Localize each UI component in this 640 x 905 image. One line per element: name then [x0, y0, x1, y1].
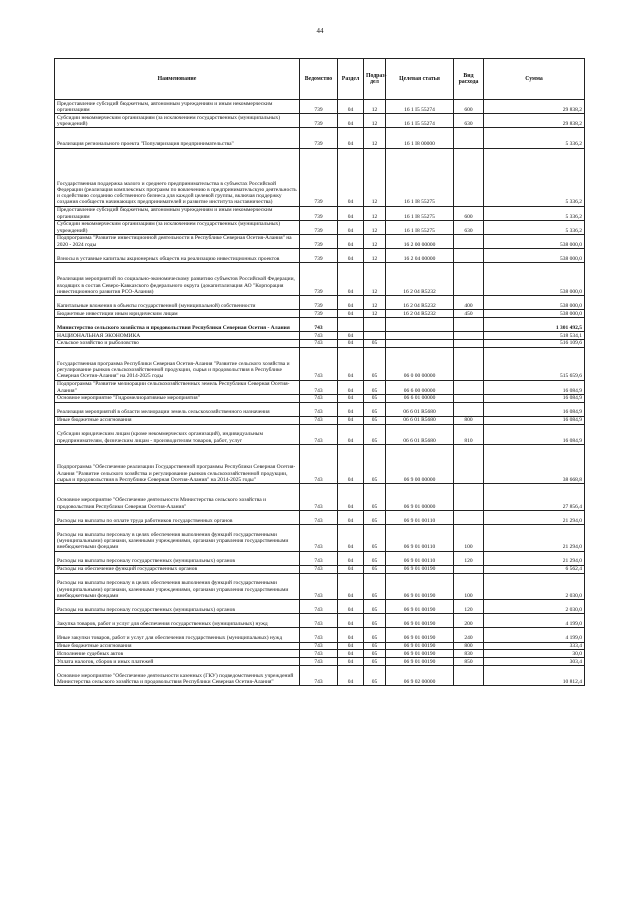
cell-subsection: 05 — [364, 339, 386, 347]
cell-target-article: 06 6 01 R5680 — [386, 416, 454, 424]
cell-name: Субсидии некоммерческим организациям (за исключением государственных (муниципальных) учреждений) — [55, 114, 300, 128]
cell-amount: 538 000,0 — [484, 249, 585, 263]
cell-expense-type: 120 — [454, 600, 484, 614]
cell-department: 739 — [300, 234, 338, 248]
cell-department: 743 — [300, 600, 338, 614]
cell-target-article — [386, 339, 454, 347]
cell-subsection: 12 — [364, 249, 386, 263]
cell-target-article: 16 1 I8 55275 — [386, 148, 454, 206]
cell-target-article: 06 9 00 00000 — [386, 444, 454, 483]
header-department: Ведомство — [300, 59, 338, 100]
cell-amount: 538 000,0 — [484, 310, 585, 318]
cell-section: 04 — [338, 614, 364, 628]
cell-expense-type: 100 — [454, 573, 484, 600]
cell-name: Подпрограмма "Развитие мелиорации сельскохозяйственных земель Республики Северная Осетия-Алания" — [55, 380, 300, 394]
cell-expense-type: 630 — [454, 220, 484, 234]
cell-target-article — [386, 332, 454, 340]
table-row — [55, 524, 585, 551]
cell-amount: 538 000,0 — [484, 234, 585, 248]
cell-target-article: 16 1 I8 55275 — [386, 220, 454, 234]
cell-department: 739 — [300, 263, 338, 296]
cell-subsection: 05 — [364, 628, 386, 642]
cell-department: 743 — [300, 614, 338, 628]
cell-subsection: 05 — [364, 551, 386, 565]
header-amount: Сумма — [484, 59, 585, 100]
cell-target-article: 16 2 00 00000 — [386, 234, 454, 248]
cell-expense-type — [454, 510, 484, 524]
cell-name: Реализация мероприятий по социально-экономическому развитию субъектов Российской Федерации, входящих в состав Северо-Кавказского федерального округа (докапитализация АО "Корпорация инвестиционного развития РСО-Алания) — [55, 263, 300, 296]
cell-target-article: 16 2 04 R5232 — [386, 263, 454, 296]
cell-name: Бюджетные инвестиции иным юридическим лицам — [55, 310, 300, 318]
cell-department: 743 — [300, 402, 338, 416]
cell-section: 04 — [338, 628, 364, 642]
cell-section: 04 — [338, 128, 364, 148]
cell-expense-type: 200 — [454, 614, 484, 628]
cell-department: 743 — [300, 565, 338, 573]
cell-section: 04 — [338, 642, 364, 650]
table-row — [55, 551, 585, 565]
cell-target-article: 16 2 04 R5232 — [386, 296, 454, 310]
cell-section: 04 — [338, 380, 364, 394]
cell-name: Расходы на выплаты персоналу в целях обеспечения выполнения функций государственными (муниципальными) органами, казенными учреждениями, органами управления государственными внебюджетными фондами — [55, 524, 300, 551]
cell-amount: 1 301 492,5 — [484, 318, 585, 332]
cell-section: 04 — [338, 484, 364, 511]
cell-section: 04 — [338, 310, 364, 318]
cell-subsection: 12 — [364, 234, 386, 248]
header-expense-type: Вид расхода — [454, 59, 484, 100]
cell-expense-type — [454, 318, 484, 332]
cell-amount: 2 030,0 — [484, 600, 585, 614]
table-row — [55, 206, 585, 220]
cell-expense-type — [454, 565, 484, 573]
cell-section: 04 — [338, 650, 364, 658]
cell-subsection: 12 — [364, 310, 386, 318]
cell-amount: 5 336,2 — [484, 148, 585, 206]
cell-name: Подпрограмма "Обеспечение реализации Государственной программы Республики Северная Осетия-Алания "Развитие сельского хозяйства и регулирование рынков сельскохозяйственной продукции, сырья и продовольствия в Республике Северная Осетия-Алания" на 2014-2025 годы" — [55, 444, 300, 483]
cell-section: 04 — [338, 444, 364, 483]
cell-department: 743 — [300, 339, 338, 347]
cell-department: 743 — [300, 642, 338, 650]
cell-name: Основное мероприятие "Обеспечение деятельности Министерства сельского хозяйства и продовольствия Республики Северная Осетия-Алания" — [55, 484, 300, 511]
cell-department: 743 — [300, 424, 338, 444]
cell-amount: 16 084,9 — [484, 402, 585, 416]
cell-section: 04 — [338, 332, 364, 340]
cell-subsection — [364, 318, 386, 332]
cell-amount: 16 084,9 — [484, 394, 585, 402]
cell-target-article: 06 9 02 00000 — [386, 665, 454, 685]
cell-amount: 538 000,0 — [484, 296, 585, 310]
table-row — [55, 128, 585, 148]
cell-section: 04 — [338, 510, 364, 524]
table-row — [55, 444, 585, 483]
cell-name: Предоставление субсидий бюджетным, автономным учреждениям и иным некоммерческим организациям — [55, 206, 300, 220]
budget-table — [54, 58, 585, 686]
cell-subsection: 05 — [364, 642, 386, 650]
cell-amount: 5 336,2 — [484, 206, 585, 220]
cell-target-article: 06 9 01 00110 — [386, 524, 454, 551]
cell-target-article: 06 9 01 00000 — [386, 484, 454, 511]
cell-target-article: 16 1 I8 55275 — [386, 206, 454, 220]
cell-target-article: 06 6 01 R5680 — [386, 424, 454, 444]
cell-amount: 30,0 — [484, 650, 585, 658]
cell-expense-type — [454, 665, 484, 685]
cell-section: 04 — [338, 573, 364, 600]
cell-subsection: 05 — [364, 424, 386, 444]
cell-subsection: 12 — [364, 220, 386, 234]
table-row — [55, 573, 585, 600]
cell-amount: 16 084,9 — [484, 380, 585, 394]
cell-target-article: 06 9 01 00190 — [386, 628, 454, 642]
cell-target-article: 06 9 01 00110 — [386, 551, 454, 565]
cell-expense-type — [454, 148, 484, 206]
cell-expense-type — [454, 484, 484, 511]
cell-amount: 5 336,2 — [484, 220, 585, 234]
cell-expense-type — [454, 128, 484, 148]
cell-department: 743 — [300, 650, 338, 658]
cell-target-article: 16 1 I8 00000 — [386, 128, 454, 148]
table-row — [55, 642, 585, 650]
header-target-article: Целевая статья — [386, 59, 454, 100]
cell-department: 739 — [300, 310, 338, 318]
cell-section: 04 — [338, 206, 364, 220]
cell-section: 04 — [338, 249, 364, 263]
cell-expense-type: 600 — [454, 100, 484, 114]
table-row — [55, 234, 585, 248]
cell-section: 04 — [338, 402, 364, 416]
cell-subsection: 12 — [364, 296, 386, 310]
cell-target-article: 06 9 01 00190 — [386, 565, 454, 573]
table-row — [55, 484, 585, 511]
cell-amount: 4 199,0 — [484, 628, 585, 642]
cell-name: Основное мероприятие "Обеспечение деятельности казенных (ГКУ) подведомственных учреждений Министерства сельского хозяйства и продовольствия Республики Северная Осетия-Алания" — [55, 665, 300, 685]
cell-subsection: 05 — [364, 565, 386, 573]
cell-expense-type — [454, 339, 484, 347]
cell-name: Основное мероприятие "Гидромелиоративные мероприятия" — [55, 394, 300, 402]
cell-department: 739 — [300, 114, 338, 128]
cell-section: 04 — [338, 665, 364, 685]
cell-target-article: 06 6 00 00000 — [386, 380, 454, 394]
cell-amount: 516 109,6 — [484, 339, 585, 347]
cell-section: 04 — [338, 220, 364, 234]
cell-department: 743 — [300, 628, 338, 642]
cell-department: 743 — [300, 573, 338, 600]
cell-subsection: 12 — [364, 100, 386, 114]
cell-expense-type: 100 — [454, 524, 484, 551]
table-row — [55, 148, 585, 206]
cell-amount: 303,4 — [484, 658, 585, 666]
cell-department: 743 — [300, 484, 338, 511]
cell-subsection: 12 — [364, 206, 386, 220]
cell-department: 743 — [300, 658, 338, 666]
cell-amount: 538 000,0 — [484, 263, 585, 296]
cell-name: Исполнение судебных актов — [55, 650, 300, 658]
cell-amount: 21 294,0 — [484, 510, 585, 524]
cell-section: 04 — [338, 416, 364, 424]
table-row — [55, 296, 585, 310]
table-row — [55, 650, 585, 658]
cell-expense-type — [454, 394, 484, 402]
cell-subsection: 05 — [364, 416, 386, 424]
cell-subsection: 12 — [364, 128, 386, 148]
cell-department: 739 — [300, 220, 338, 234]
cell-target-article — [386, 318, 454, 332]
cell-department: 743 — [300, 332, 338, 340]
cell-expense-type: 850 — [454, 658, 484, 666]
table-row — [55, 347, 585, 380]
table-row — [55, 658, 585, 666]
table-row — [55, 114, 585, 128]
cell-name: Уплата налогов, сборов и иных платежей — [55, 658, 300, 666]
table-row — [55, 380, 585, 394]
cell-target-article: 06 6 01 R5680 — [386, 402, 454, 416]
cell-expense-type — [454, 347, 484, 380]
cell-amount: 21 294,0 — [484, 524, 585, 551]
cell-expense-type: 810 — [454, 424, 484, 444]
cell-expense-type: 600 — [454, 206, 484, 220]
cell-amount: 6 562,4 — [484, 565, 585, 573]
cell-target-article: 06 9 01 00190 — [386, 614, 454, 628]
table-row — [55, 394, 585, 402]
cell-amount: 518 534,1 — [484, 332, 585, 340]
cell-target-article: 06 9 01 00190 — [386, 642, 454, 650]
cell-subsection: 05 — [364, 573, 386, 600]
cell-expense-type — [454, 380, 484, 394]
cell-department: 743 — [300, 347, 338, 380]
cell-target-article: 06 9 01 00190 — [386, 573, 454, 600]
cell-name: Закупка товаров, работ и услуг для обеспечения государственных (муниципальных) нужд — [55, 614, 300, 628]
cell-department: 743 — [300, 380, 338, 394]
cell-expense-type — [454, 249, 484, 263]
cell-expense-type: 630 — [454, 114, 484, 128]
table-row — [55, 600, 585, 614]
cell-department: 743 — [300, 318, 338, 332]
cell-subsection: 05 — [364, 380, 386, 394]
cell-subsection: 05 — [364, 347, 386, 380]
cell-name: Министерство сельского хозяйства и продовольствия Республики Северная Осетия - Алания — [55, 318, 300, 332]
cell-department: 743 — [300, 510, 338, 524]
cell-target-article: 06 9 01 00110 — [386, 510, 454, 524]
table-header-row — [55, 59, 585, 100]
cell-amount: 29 838,2 — [484, 100, 585, 114]
table-row — [55, 220, 585, 234]
cell-name: Расходы на выплаты персоналу государственных (муниципальных) органов — [55, 551, 300, 565]
cell-subsection: 05 — [364, 510, 386, 524]
cell-name: Реализация мероприятий в области мелиорации земель сельскохозяйственного назначения — [55, 402, 300, 416]
table-row — [55, 332, 585, 340]
cell-name: Расходы на выплаты персоналу государственных (муниципальных) органов — [55, 600, 300, 614]
cell-section: 04 — [338, 263, 364, 296]
cell-expense-type: 240 — [454, 628, 484, 642]
cell-department: 739 — [300, 148, 338, 206]
table-row — [55, 263, 585, 296]
cell-expense-type — [454, 332, 484, 340]
cell-department: 743 — [300, 416, 338, 424]
cell-name: Иные бюджетные ассигнования — [55, 642, 300, 650]
cell-subsection: 05 — [364, 402, 386, 416]
cell-target-article: 16 2 04 R5232 — [386, 310, 454, 318]
cell-name: НАЦИОНАЛЬНАЯ ЭКОНОМИКА — [55, 332, 300, 340]
cell-expense-type: 800 — [454, 416, 484, 424]
cell-name: Предоставление субсидий бюджетным, автономным учреждениям и иным некоммерческим организациям — [55, 100, 300, 114]
cell-amount: 2 030,0 — [484, 573, 585, 600]
cell-section: 04 — [338, 234, 364, 248]
cell-expense-type: 800 — [454, 642, 484, 650]
cell-subsection: 05 — [364, 614, 386, 628]
table-row — [55, 318, 585, 332]
cell-expense-type: 830 — [454, 650, 484, 658]
cell-target-article: 06 9 01 00190 — [386, 600, 454, 614]
cell-section: 04 — [338, 148, 364, 206]
cell-amount: 16 084,9 — [484, 424, 585, 444]
table-row — [55, 628, 585, 642]
cell-amount: 10 812,4 — [484, 665, 585, 685]
cell-section: 04 — [338, 347, 364, 380]
cell-department: 743 — [300, 551, 338, 565]
cell-section: 04 — [338, 339, 364, 347]
cell-subsection: 05 — [364, 600, 386, 614]
cell-department: 743 — [300, 394, 338, 402]
cell-department: 739 — [300, 249, 338, 263]
table-row — [55, 100, 585, 114]
cell-subsection: 05 — [364, 665, 386, 685]
cell-name: Сельское хозяйство и рыболовство — [55, 339, 300, 347]
cell-section — [338, 318, 364, 332]
cell-target-article: 16 2 04 00000 — [386, 249, 454, 263]
cell-subsection: 12 — [364, 148, 386, 206]
table-row — [55, 665, 585, 685]
cell-department: 739 — [300, 206, 338, 220]
header-subsection: Подраз-дел — [364, 59, 386, 100]
cell-section: 04 — [338, 100, 364, 114]
page-number: 44 — [316, 27, 324, 35]
cell-subsection: 05 — [364, 650, 386, 658]
cell-name: Реализация регионального проекта "Популяризация предпринимательства" — [55, 128, 300, 148]
cell-department: 743 — [300, 444, 338, 483]
cell-amount: 29 838,2 — [484, 114, 585, 128]
cell-target-article: 06 6 01 00000 — [386, 394, 454, 402]
cell-name: Расходы на обеспечение функций государственных органов — [55, 565, 300, 573]
table-body — [55, 100, 585, 686]
cell-department: 739 — [300, 100, 338, 114]
cell-amount: 38 668,8 — [484, 444, 585, 483]
cell-name: Подпрограмма "Развитие инвестиционной деятельности в Республике Северная Осетия-Алания" на 2020 - 2024 годы — [55, 234, 300, 248]
cell-subsection: 05 — [364, 484, 386, 511]
cell-target-article: 06 9 01 00190 — [386, 658, 454, 666]
table-row — [55, 565, 585, 573]
table-row — [55, 416, 585, 424]
cell-expense-type — [454, 234, 484, 248]
cell-name: Взносы в уставные капиталы акционерных обществ на реализацию инвестиционных проектов — [55, 249, 300, 263]
cell-department: 743 — [300, 524, 338, 551]
table-row — [55, 614, 585, 628]
cell-amount: 333,4 — [484, 642, 585, 650]
cell-amount: 4 199,0 — [484, 614, 585, 628]
cell-expense-type — [454, 402, 484, 416]
cell-amount: 16 084,9 — [484, 416, 585, 424]
cell-subsection: 05 — [364, 394, 386, 402]
cell-subsection: 12 — [364, 263, 386, 296]
cell-target-article: 16 1 I5 55274 — [386, 100, 454, 114]
table-row — [55, 424, 585, 444]
cell-name: Иные закупки товаров, работ и услуг для обеспечения государственных (муниципальных) нужд — [55, 628, 300, 642]
cell-target-article: 06 0 00 00000 — [386, 347, 454, 380]
cell-department: 743 — [300, 665, 338, 685]
cell-amount: 515 659,6 — [484, 347, 585, 380]
cell-section: 04 — [338, 565, 364, 573]
cell-subsection: 05 — [364, 444, 386, 483]
cell-name: Государственная поддержка малого и среднего предпринимательства в субъектах Российской Федерации (реализация комплексных программ по вовлечению в предпринимательскую деятельность и содействию созданию собственного бизнеса для каждой целевой группы, включая поддержку создания сообществ начинающих предпринимателей и развитие института наставничества) — [55, 148, 300, 206]
cell-amount: 21 294,0 — [484, 551, 585, 565]
cell-name: Государственная программа Республики Северная Осетия-Алания "Развитие сельского хозяйства и регулирование рынков сельскохозяйственной продукции, сырья и продовольствия в Республике Северная Осетия-Алания" на 2014-2025 годы — [55, 347, 300, 380]
cell-section: 04 — [338, 551, 364, 565]
cell-section: 04 — [338, 424, 364, 444]
cell-expense-type — [454, 444, 484, 483]
cell-target-article: 16 1 I5 55274 — [386, 114, 454, 128]
cell-section: 04 — [338, 394, 364, 402]
cell-name: Субсидии некоммерческим организациям (за исключением государственных (муниципальных) учреждений) — [55, 220, 300, 234]
cell-section: 04 — [338, 600, 364, 614]
cell-name: Капитальные вложения в объекты государственной (муниципальной) собственности — [55, 296, 300, 310]
header-name: Наименование — [55, 59, 300, 100]
cell-section: 04 — [338, 524, 364, 551]
cell-name: Субсидии юридическим лицам (кроме некоммерческих организаций), индивидуальным предпринимателям, физическим лицам - производителям товаров, работ, услуг — [55, 424, 300, 444]
table-row — [55, 510, 585, 524]
cell-expense-type: 400 — [454, 296, 484, 310]
table-row — [55, 402, 585, 416]
cell-subsection: 12 — [364, 114, 386, 128]
cell-name: Расходы на выплаты персоналу в целях обеспечения выполнения функций государственными (муниципальными) органами, казенными учреждениями, органами управления государственными внебюджетными фондами — [55, 573, 300, 600]
cell-name: Расходы на выплаты по оплате труда работников государственных органов — [55, 510, 300, 524]
cell-section: 04 — [338, 658, 364, 666]
cell-amount: 27 856,4 — [484, 484, 585, 511]
cell-expense-type: 450 — [454, 310, 484, 318]
cell-subsection: 05 — [364, 658, 386, 666]
cell-target-article: 06 9 01 00190 — [386, 650, 454, 658]
cell-department: 739 — [300, 296, 338, 310]
cell-amount: 5 336,2 — [484, 128, 585, 148]
cell-subsection: 05 — [364, 524, 386, 551]
cell-section: 04 — [338, 114, 364, 128]
header-section: Раздел — [338, 59, 364, 100]
cell-name: Иные бюджетные ассигнования — [55, 416, 300, 424]
table-row — [55, 310, 585, 318]
table-row — [55, 339, 585, 347]
cell-expense-type — [454, 263, 484, 296]
cell-department: 739 — [300, 128, 338, 148]
table-row — [55, 249, 585, 263]
cell-subsection — [364, 332, 386, 340]
cell-expense-type: 120 — [454, 551, 484, 565]
cell-section: 04 — [338, 296, 364, 310]
